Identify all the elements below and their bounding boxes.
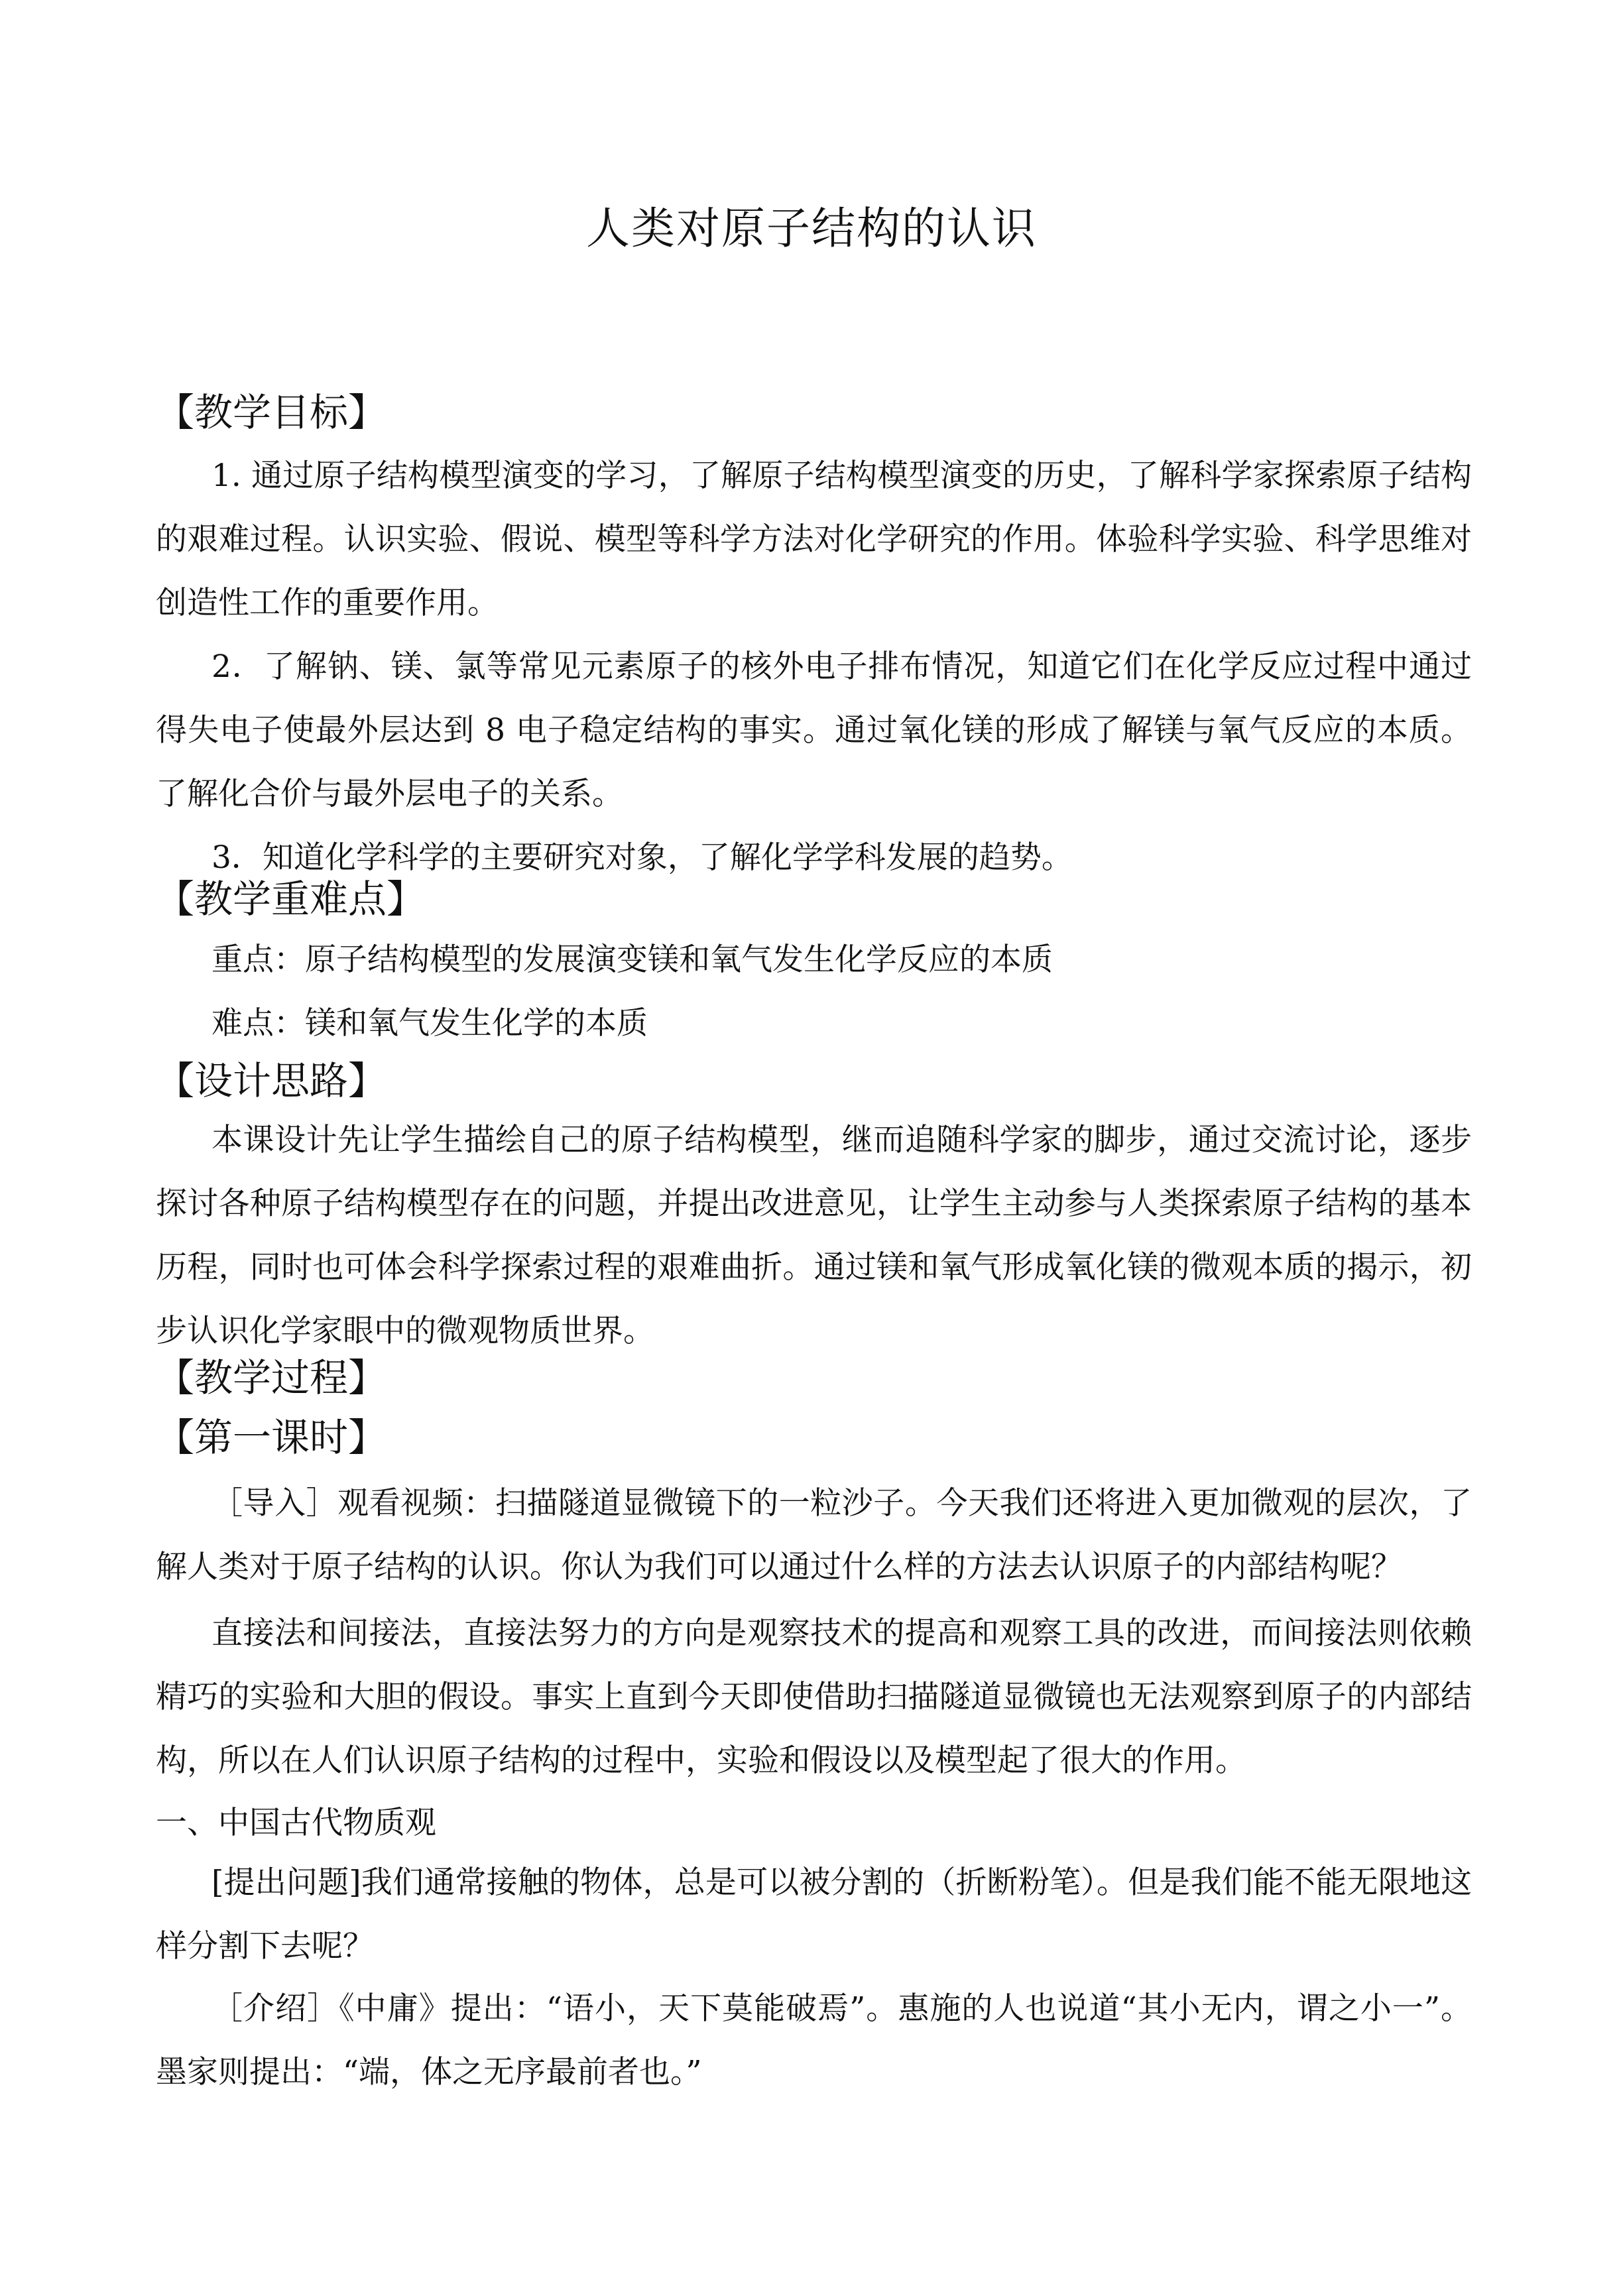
part-one-heading: 一、中国古代物质观 bbox=[156, 1805, 436, 1841]
process-methods: 直接法和间接法，直接法努力的方向是观察技术的提高和观察工具的改进，而间接法则依赖精巧的实验和大胆的假设。事实上直到今天即使借助扫描隧道显微镜也无法观察到原子的内部结构，所以在人们认识原子结构的过程中，实验和假设以及模型起了很大的作用。 bbox=[156, 1615, 1472, 1779]
process-question: [提出问题]我们通常接触的物体，总是可以被分割的（折断粉笔）。但是我们能不能无限地这样分割下去呢？ bbox=[156, 1864, 1472, 1964]
key-point-difficulty: 难点：镁和氧气发生化学的本质 bbox=[211, 1005, 648, 1042]
objectives-heading: 【教学目标】 bbox=[156, 390, 387, 435]
key-points-heading: 【教学重难点】 bbox=[156, 876, 426, 922]
objective-item-2: 2．了解钠、镁、氯等常见元素原子的核外电子排布情况，知道它们在化学反应过程中通过得失电子使最外层达到 8 电子稳定结构的事实。通过氧化镁的形成了解镁与氧气反应的本质。了解化合价与最外层电子的关系。 bbox=[156, 648, 1472, 812]
process-heading: 【教学过程】 bbox=[156, 1355, 387, 1400]
process-intro: ［导入］观看视频：扫描隧道显微镜下的一粒沙子。今天我们还将进入更加微观的层次，了解人类对于原子结构的认识。你认为我们可以通过什么样的方法去认识原子的内部结构呢？ bbox=[156, 1485, 1472, 1585]
objective-item-1: 1. 通过原子结构模型演变的学习，了解原子结构模型演变的历史，了解科学家探索原子结构的艰难过程。认识实验、假说、模型等科学方法对化学研究的作用。体验科学实验、科学思维对创造性工作的重要作用。 bbox=[156, 457, 1472, 621]
page-title: 人类对原子结构的认识 bbox=[586, 203, 1037, 254]
key-point-focus: 重点：原子结构模型的发展演变镁和氧气发生化学反应的本质 bbox=[211, 941, 1053, 978]
design-text: 本课设计先让学生描绘自己的原子结构模型，继而追随科学家的脚步，通过交流讨论，逐步探讨各种原子结构模型存在的问题，并提出改进意见，让学生主动参与人类探索原子结构的基本历程，同时也可体会科学探索过程的艰难曲折。通过镁和氧气形成氧化镁的微观本质的揭示，初步认识化学家眼中的微观物质世界。 bbox=[156, 1122, 1472, 1349]
objective-item-3: 3．知道化学科学的主要研究对象，了解化学学科发展的趋势。 bbox=[211, 839, 1073, 876]
lesson-heading: 【第一课时】 bbox=[156, 1415, 387, 1460]
design-heading: 【设计思路】 bbox=[156, 1058, 387, 1103]
process-introduction: ［介绍］《中庸》提出：“语小，天下莫能破焉”。惠施的人也说道“其小无内，谓之小一”。墨家则提出：“端，体之无序最前者也。” bbox=[156, 1990, 1472, 2090]
